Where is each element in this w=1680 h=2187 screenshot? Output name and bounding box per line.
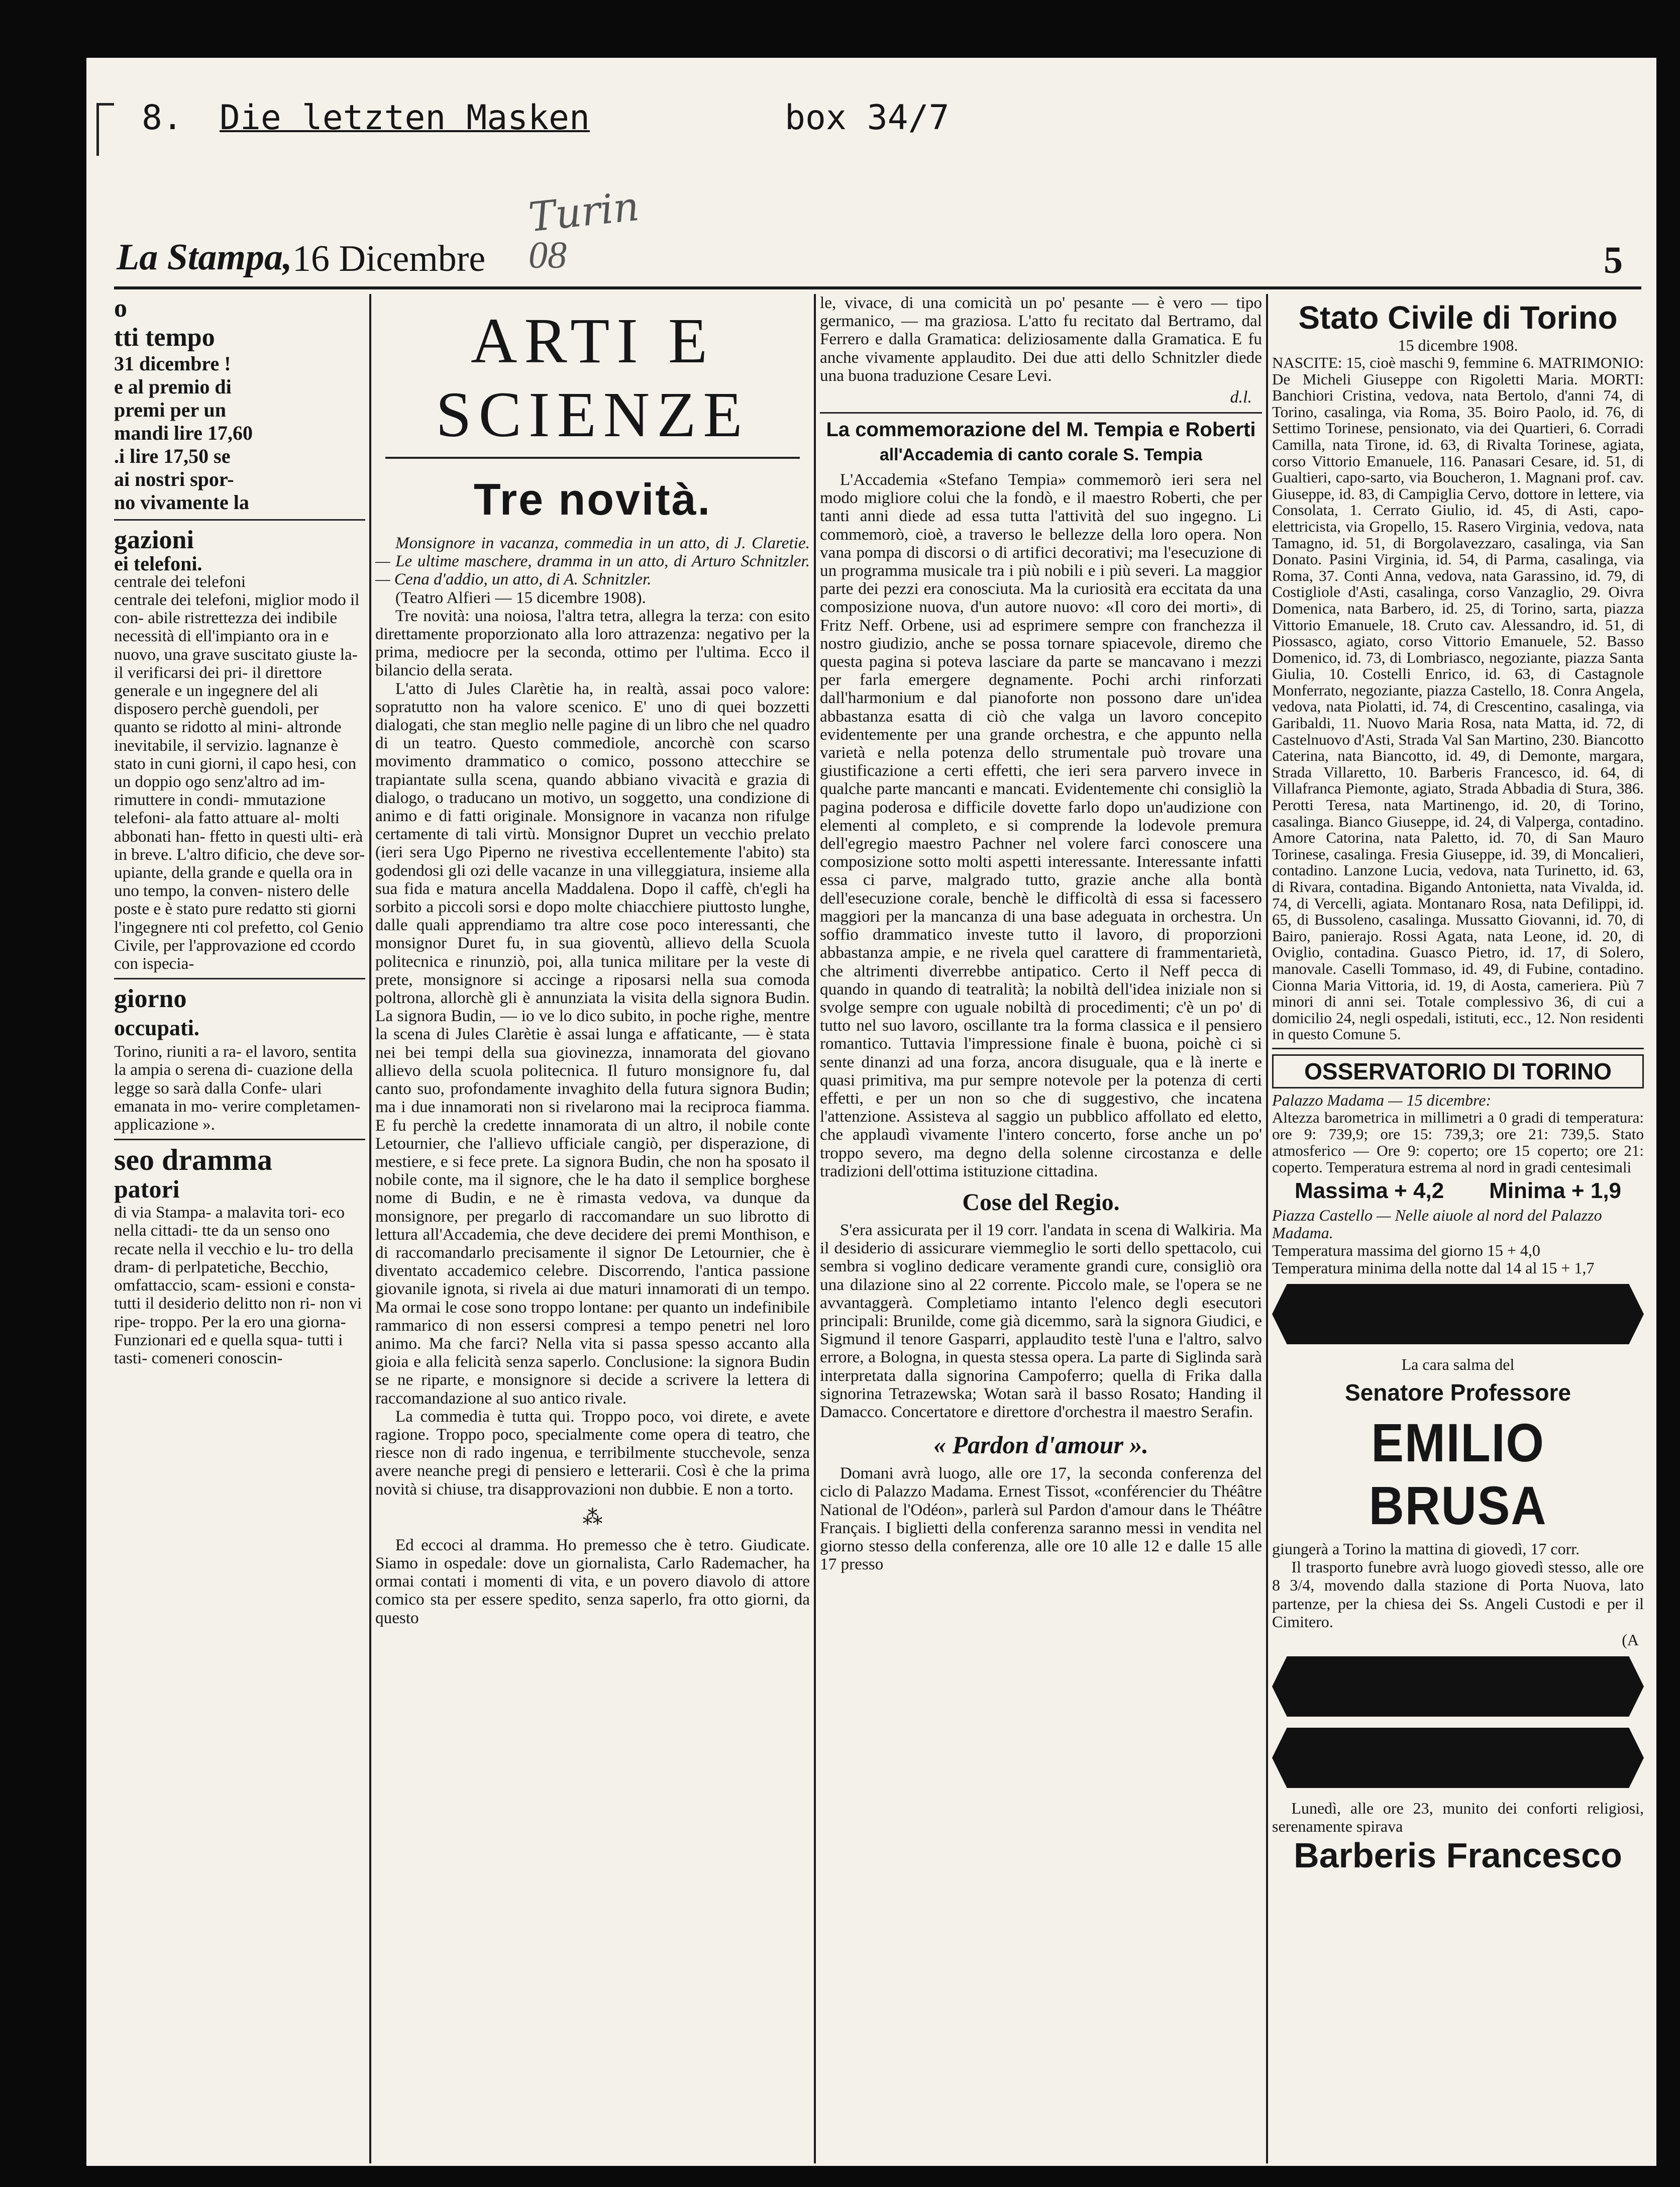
observatory-castello: Piazza Castello — Nelle aiuole al nord del Palazzo Madama. [1272, 1206, 1602, 1242]
column-divider [369, 294, 371, 2163]
section-ornament: ⁂ [582, 1506, 603, 1529]
fragment-headlines [114, 294, 365, 514]
pardon-text: Domani avrà luogo, alle ore 17, la seconda conferenza del ciclo di Palazzo Madama. Ernest Tissot, «conférencier du Théâtre National de l'Odéon», parlerà sul Pardon d'amour dans le Théâtre Français. I biglietti della conferenza saranno messi in vendita nel giorno stesso della conferenza, alle ore 10 alle 12 e dalle 15 alle 17 presso [820, 1464, 1262, 1574]
fragment-line: ai nostri spor- [114, 468, 234, 490]
fragment-line: tti tempo [114, 323, 215, 352]
masthead-name: La Stampa, [117, 237, 292, 278]
label-number: 8. [142, 98, 183, 138]
obituary-title: Senatore Professore [1345, 1379, 1571, 1406]
mourning-band [1272, 1728, 1644, 1788]
fragment-subhead: patori [114, 1175, 180, 1204]
article-lead: Monsignore in vacanza, commedia in un atto, di J. Claretie. — Le ultime maschere, dramma in un atto, di Arturo Schnitzler. — Cena d'addio, un atto, di A. Schnitzler. [375, 534, 810, 589]
fragment-headline: gazioni [114, 526, 194, 554]
observatory-place: Palazzo Madama — 15 dicembre: [1272, 1090, 1492, 1109]
obituary2-text: Lunedì, alle ore 23, munito dei conforti religiosi, serenamente spirava [1272, 1799, 1644, 1836]
max-temperature: Massima + 4,2 [1294, 1178, 1444, 1203]
obituary2-name: Barberis Francesco [1294, 1836, 1622, 1875]
fragment-line: premi per un [114, 399, 226, 421]
article-paragraph: Ed eccoci al dramma. Ho premesso che è tetro. Giudicate. Siamo in ospedale: dove un giornalista, Carlo Rademacher, ha ormai contati i momenti di vita, e un povero diavolo di attore comico sta per essere spedito, senza saperlo, fra otto giorni, da questo [375, 1535, 810, 1627]
article-signature: d.l. [1230, 388, 1252, 407]
commemoration-subhead: all'Accademia di canto corale S. Tempia [879, 445, 1203, 465]
stato-civile-title: Stato Civile di Torino [1298, 300, 1618, 336]
observatory-title: OSSERVATORIO DI TORINO [1272, 1054, 1644, 1088]
civil-register-column [1272, 294, 1644, 2163]
fragment-subhead: occupati. [114, 1016, 199, 1041]
left-fragment-column [114, 294, 365, 2163]
fragment-line: mandi lire 17,60 [114, 422, 253, 444]
article-paragraph: La commedia è tutta qui. Troppo poco, voi direte, e avete ragione. Troppo poco, specialmente come opera di teatro, che riesce non di rado ingenua, e terribilmente stucchevole, senza avere neanche pregi di pensiero e letterarii. Così è che la prima novità si chiuse, tra disapprovazioni non dubbie. E non a torto. [375, 1407, 810, 1499]
arti-e-scienze-column [375, 294, 810, 2163]
pardon-headline: « Pardon d'amour ». [933, 1431, 1148, 1459]
label-bracket [96, 103, 114, 156]
column-divider [814, 294, 816, 2163]
newspaper-clipping [86, 58, 1656, 2166]
fragment-text: Torino, riuniti a ra- el lavoro, sentita la ampia o serena di- cuazione della legge so sarà dalla Confe- ulari emanata in mo- verire completamen- applicazione ». [114, 1042, 361, 1134]
music-news-column [820, 294, 1262, 2163]
fragment-line: .i lire 17,50 se [114, 445, 231, 467]
fragment-line: 31 dicembre ! [114, 352, 231, 375]
fragment-subhead: ei telefoni. [114, 552, 202, 575]
stato-civile-date: 15 dicembre 1908. [1398, 336, 1518, 354]
article-paragraph: Tre novità: una noiosa, l'altra tetra, allegra la terza: con esito direttamente proporzionato alla loro attrazenza: negativo per la prima, mediocre per la seconda, ottimo per l'ultima. Ecco il bilancio della serata. [375, 606, 810, 680]
article-venue: (Teatro Alfieri — 15 dicembre 1908). [395, 588, 646, 607]
column-divider [1266, 294, 1268, 2163]
separator [820, 412, 1262, 414]
page-number: 5 [1604, 239, 1623, 281]
obituary-intro: La cara salma del [1401, 1355, 1515, 1373]
obituary-arrival: giungerà a Torino la mattina di giovedì, 17 corr. [1272, 1539, 1580, 1558]
obituary-funeral: Il trasporto funebre avrà luogo giovedì stesso, alle ore 8 3/4, movendo dalla stazione di Porta Nuova, lato partenze, per la chiesa dei Ss. Angeli Custodi e per il Cimitero. [1272, 1558, 1644, 1631]
temperature-max-day: Temperatura massima del giorno 15 + 4,0 [1272, 1241, 1540, 1259]
stato-civile-text: NASCITE: 15, cioè maschi 9, femmine 6. MATRIMONIO: De Micheli Giuseppe con Rigoletti Maria. MORTI: Banchiori Cristina, vedova, nata Bertolo, d'anni 74, di Torino, casalinga, via Roma, 35. Boiro Paolo, id. 76, di Settimo Torinese, pensionato, via dei Quartieri, 6. Corradi Camilla, nata Tirone, id. 63, di Rivalta Torinese, agiata, corso Vittorio Emanuele, 116. Panasari Cesare, id. 51, di Gualtieri, capo-sarto, via Boucheron, 1. Magnani prof. cav. Giuseppe, id. 83, di Campiglia Cervo, dottore in lettere, via Consolata, 1. Cerrato Giulio, id. 45, di Asti, capo-elettricista, via Gropello, 15. Rasero Virginia, vedova, nata Tamagno, id. 51, di Borgolavezzaro, casalinga, via San Donato. Pasini Virginia, id. 54, di Parma, casalinga, via Roma, 37. Conti Anna, vedova, nata Garassino, id. 79, di Costigliole d'Asti, casalinga, corso Vanzaglio, 29. Oivra Domenica, nata Barbero, id. 25, di Torino, sarta, piazza Vittorio Emanuele, 18. Cruto cav. Alessandro, id. 51, di Piossasco, agiato, corso Vittorio Emanuele, 52. Basso Domenico, id. 73, di Lombriasco, negoziante, piazza Santa Giulia, 10. Costelli Enrico, id. 63, di Castagnole Monferrato, negoziante, piazza Castello, 18. Conra Angela, vedova, nata Piolatti, id. 74, di Crescentino, casalinga, via Garibaldi, 11. Nuovo Maria Rosa, nata Matta, id. 72, di Castelnuovo d'Asti, Strada Val San Martino, 230. Biancotto Caterina, nata Biancotto, id. 49, di Demonte, margara, Strada Villaretto, 10. Barberis Francesco, id. 64, di Villafranca Piemonte, agiato, Strada Abbadia di Stura, 386. Perotti Teresa, nata Martinengo, id. 20, di Torino, casalinga. Bianco Giuseppe, id. 24, di Valperga, contadino. Amore Catorina, nata Paletto, id. 70, di San Mauro Torinese, casalinga. Fresia Giuseppe, id. 39, di Moncalieri, contadino. Lanzone Lucia, vedova, nata Turinetto, id. 63, di Rivara, contadina. Bigando Antonietta, nata Vivalda, id. 74, di Vercelli, agiata. Montanaro Rosa, nata Defilippi, id. 65, di Bussoleno, casalinga. Mussatto Giovanni, id. 70, di Bairo, panierajo. Rossi Agata, nata Leone, id. 20, di Oviglio, contadina. Guasco Pietro, id. 17, di Solero, manovale. Caselli Tommaso, id. 49, di Fubine, contadino. Cionna Maria Vittoria, id. 19, di Aosta, cameriera. Più 7 minori di anni sei. Totale complessivo 36, di cui a domicilio 24, negli ospedali, istituti, ecc., 12. Non residenti in questo Comune 5. [1272, 354, 1644, 1043]
masthead-rule [114, 286, 1641, 289]
handwritten-note: Turin [526, 182, 642, 241]
section-heading: ARTI E SCIENZE [436, 305, 750, 450]
article-paragraph: L'atto di Jules Clarètie ha, in realtà, assai poco valore: sopratutto non ha valore scenico. E' uno di quei bozzetti dialogati, che stan meglio nelle pagine di un libro che nel quadro di un teatro. Questo commediole, ancorchè con scarso movimento drammatico o comico, possono attecchire se trapiantate sulla scena, quando abbiano vivacità e grazia di dialogo, o traducano un motivo, un soggetto, una condizione di animo e di fatti originale. Monsignore in vacanza non rifulge certamente di tali virtù. Monsignor Dupret un vecchio prelato (ieri sera Ugo Piperno ne rivestiva eccellentemente l'abito) sta godendosi gli ozi delle vacanze in una villeggiatura, insieme alla sua fida e matura ancella Maddalena. Dopo il caffè, ch'egli ha sorbito a piccoli sorsi e dopo molte chiacchiere piuttosto lunghe, dalle quali apprendiamo tra altre cose poco interessanti, che monsignor Duret fu, in sua gioventù, allievo della Scuola politecnica e rinunziò, poi, alla tunica militare per la veste di prete, monsignore si accinge a riposarsi nella sua comoda poltrona, allorchè gli è annunziata la visita della signora Budin. La signora Budin, — io ve lo dico subito, in poche righe, mentre la scena di Jules Clarètie è assai lunga e affaticante, — è stata nei bei tempi della sua giovinezza, innamorata del giovano allievo della scuola politecnica. Il futuro monsignore fu, dal canto suo, profondamente invaghito della futura signora Budin; ma i due innamorati non si rivelarono mai la reciproca fiamma. E fu perchè la credette innamorata di un altro, il nobile conte Letournier, che l'allievo ufficiale cangiò, per disperazione, di mestiere, e si fece prete. La signora Budin, che non ha sposato il nobile conte, ma il signore, che le ha dato il semplice borghese nome di Budin, e ne è rimasta vedova, va dunque da monsignore, per pregarlo di raccomandare un suo librotto di lettura all'Accademia, che deve decidere dei premi Monthison, e di raccomandarlo precisamente il signor De Letournier, che è diventato accademico celebre. Discorrendo, l'antica passione giovanile ignota, si rivela ai due maturi innamorati di un tempo. Ma ormai le cose sono troppo lontane: per quanto un indefinibile rammarico di non essersi compresi a tempo penetri nel loro animo. Ma che farci? Nella vita si passa spesso accanto alla gioia e alla felicità senza saperlo. Conclusione: la signora Budin se ne riparte, e monsignore si decide a scrivere la lettera di raccomandazione al suo antico rivale. [375, 679, 810, 1408]
fragment-headline: seo dramma [114, 1143, 272, 1177]
fragment-line: no vivamente la [114, 491, 249, 514]
observatory-text: Altezza barometrica in millimetri a 0 gradi di temperatura: ore 9: 739,9; ore 15: 739,3; ore 21: 739,5. Stato atmosferico — Ore 9: coperto; ore 15 coperto; ore 21: coperto. Temperatura estrema al nord in gradi centesimali [1272, 1108, 1644, 1176]
separator [114, 1139, 365, 1140]
min-temperature: Minima + 1,9 [1489, 1178, 1622, 1203]
archive-label [86, 58, 1141, 158]
fragment-line: e al premio di [114, 375, 232, 398]
obituary-name: EMILIO BRUSA [1369, 1412, 1547, 1536]
regio-headline: Cose del Regio. [962, 1188, 1120, 1216]
label-box: box 34/7 [785, 98, 950, 138]
commemoration-headline: La commemorazione del M. Tempia e Roberti [826, 419, 1256, 441]
temperature-min-night: Temperatura minima della notte dal 14 al 15 + 1,7 [1272, 1258, 1595, 1277]
fragment-text: di via Stampa- a malavita tori- eco nella cittadi- tte da un senso ono recate nella il vecchio e lu- tro della dram- di perlpatetiche, Becchio, omfattaccio, scam- essioni e consta- tutti il desiderio delitto non ri- non vi ripe- troppo. Per la ero una giorna- Funzionari ed e quella squa- tutti i tasti- comeneri conoscin- [114, 1203, 362, 1367]
section-rule [385, 457, 800, 459]
fragment-intro: centrale dei telefoni [114, 573, 246, 591]
regio-text: S'era assicurata per il 19 corr. l'andata in scena di Walkiria. Ma il desiderio di assicurare viemmeglio le sorti dello spettacolo, cui sembra si voglino dedicare veramente grandi cure, consigliò ora una dilazione sino al 22 corrente. Piccolo male, se l'opera se ne avvantaggerà. Completiamo intanto l'elenco degli esecutori principali: Brunilde, come già dicemmo, sarà la signora Giudici, e Sigmund il tenore Gasparri, applaudito testè l'una e l'altro, salvo errore, a Bologna, in questa stessa opera. La parte di Siglinda sarà interpretata dalla signorina Campoferro; quella di Frika dalla signorina Tetrazewska; Wotan sarà il basso Rosato; Handing il Damacco. Concertatore e direttore d'orchestra il maestro Serafin. [820, 1220, 1262, 1421]
obituary-mark: (A [1622, 1630, 1639, 1649]
temperature-extremes [1272, 1178, 1644, 1204]
mourning-band [1272, 1284, 1644, 1344]
article-continuation: le, vivace, di una comicità un po' pesante — è vero — tipo germanico, — ma graziosa. L'atto fu recitato dal Bertramo, dal Ferrero e dalla Gramatica: deliziosamente dalla Gramatica. E fu anche vivamente applaudito. Dei due atti dello Schnitzler diede una buona traduzione Cesare Levi. [820, 294, 1262, 385]
fragment-line: o [114, 294, 127, 323]
masthead-date: 16 Dicembre [292, 238, 486, 279]
commemoration-text: L'Accademia «Stefano Tempia» commemorò ieri sera nel modo migliore colui che la fondò, e il maestro Roberti, che per tanti anni diede ad essa tutta l'attività del suo ingegno. Li commemorò, cioè, a traverso le bellezze della loro opera. Non vana pompa di discorsi o di artifici decorativi; ma l'esecuzione di un programma musicale tra i più nobili e i più severi. La maggior parte dei pezzi era conosciuta. Ma la curiosità era eccitata da una composizione nuova, d'un autore nuovo: «Il coro dei morti», di Fritz Neff. Orbene, usi ad esprimere sempre con franchezza il nostro giudizio, anche se possa tornare spiacevole, diremo che questa pagina si poteva lasciare da parte se mancavano i mezzi per farla emergere degnamente. Pochi archi rinforzati dall'harmonium e dal pianoforte non possono dare un'idea abbastanza esatta di ciò che valga un lavoro concepito evidentemente per una grande orchestra, e che appunto nella varietà e nella potenza dello strumentale può trovare una giustificazione a certi effetti, che ieri sera parvero invece in qualche parte mancanti e mancati. Evidentemente chi consigliò la pagina poderosa e difficile dovette farlo dopo un'audizione con elementi al completo, e si comprende la lodevole premura dell'egregio maestro Pachner nel volere farci conoscere una composizione sotto molti aspetti interessante. Interessante infatti essa ci parve, malgrado tutto, grazie anche alla bontà dell'esecuzione corale, benchè le difficoltà di essa si facessero maggiori per la mancanza di una base adeguata in orchestra. Un soffio drammatico investe tutto il lavoro, di proporzioni abbastanza ampie, e ne rivela quel carattere di frammentarietà, che altrimenti diverrebbe antipatico. Certo il Neff pecca di quando in quando di teatralità; la nobiltà dell'idea iniziale non si svolge sempre con uguale nobiltà di procedimenti; c'è un po' di tutto nel suo lavoro, oscillante tra la forma classica e il pensiero romantico. Tuttavia l'impressione finale è buona, poichè ci si sente dinanzi ad una forza, ancora disuguale, qua e là inerte e quasi primitiva, ma pur sempre notevole per la potenza di certi effetti, e per un non so che di suggestivo, che incatena l'attenzione. Assisteva al saggio un pubblico affollato ed eletto, che applaudì vivamente l'intero concerto, forse anche un po' troppo severo, ma degno della solenne circostanza e delle tradizioni dell'ottima istituzione cittadina. [820, 470, 1262, 1180]
mourning-band [1272, 1656, 1644, 1717]
separator [114, 978, 365, 979]
fragment-text: centrale dei telefoni, miglior modo il con- abile ristrettezza dei indibile necessità di ell'impianto ora in e nuovo, una grave suscitato giuste la- il verificarsi dei pri- il direttore generale e un ingegnere del ali disposero perchè guendoli, per quanto se ridotto al mini- altronde inevitabile, il servizio. lagnanze è stato in cuni giorni, il capo hesi, con un doppio ogo senz'altro ad im- rimuttere in condi- mmutazione telefoni- ala fatto attuare al- molti abbonati han- ffetto in questi ulti- erà in breve. L'altro dificio, che deve sor- upiante, della grande e quella ora in uno tempo, la conven- nistero delle poste e è stato pure redatto sti giorni l'ingegnere nti col prefetto, col Genio Civile, per l'approvazione ed ccordo con ispecia- [114, 590, 365, 973]
separator [1272, 1048, 1644, 1049]
label-title: Die letzten Masken [220, 98, 590, 138]
article-title: Tre novità. [473, 474, 712, 524]
handwritten-year: 08 [529, 234, 567, 276]
fragment-headline: giorno [114, 984, 187, 1014]
separator [114, 519, 365, 521]
